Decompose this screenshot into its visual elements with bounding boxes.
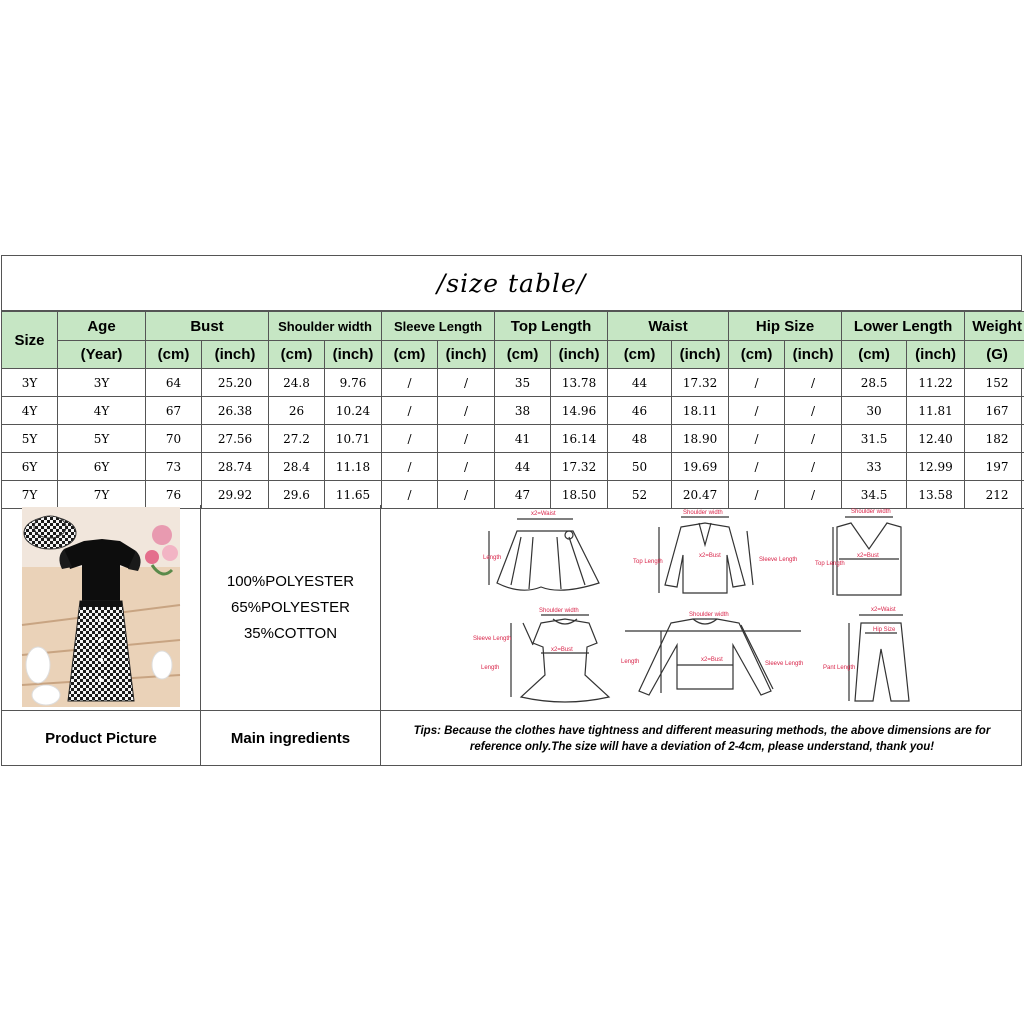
cell-bust-inch: 28.74 (202, 453, 269, 481)
table-row (2, 397, 1024, 425)
cell-waist-inch: 20.47 (672, 481, 729, 509)
ingredients-cell (201, 505, 381, 710)
cell-waist-cm: 44 (608, 369, 672, 397)
header-sleeve-length: Sleeve Length (382, 312, 495, 341)
header-row-units (2, 341, 1024, 369)
unit-inch: (inch) (907, 341, 965, 369)
cell-sleeve-cm: / (382, 481, 438, 509)
label-sleeve-length: Sleeve Length (473, 636, 512, 642)
table-row (2, 453, 1024, 481)
label-shoulder-width: Shoulder width (683, 510, 723, 516)
skirt-diagram (489, 519, 599, 590)
label-x2-waist: x2=Waist (531, 511, 556, 517)
unit-inch: (inch) (438, 341, 495, 369)
label-sleeve-length: Sleeve Length (759, 557, 798, 563)
label-length: Length (483, 555, 502, 561)
cell-lower-length-cm: 33 (842, 453, 907, 481)
cell-waist-inch: 18.90 (672, 425, 729, 453)
measurement-diagrams-cell (381, 505, 1023, 710)
cell-bust-inch: 25.20 (202, 369, 269, 397)
cell-hip-inch: / (785, 425, 842, 453)
unit-year: (Year) (58, 341, 146, 369)
cell-hip-cm: / (729, 481, 785, 509)
cell-sleeve-cm: / (382, 453, 438, 481)
cell-sleeve-inch: / (438, 397, 495, 425)
cell-hip-inch: / (785, 397, 842, 425)
cell-bust-inch: 26.38 (202, 397, 269, 425)
cell-bust-cm: 76 (146, 481, 202, 509)
unit-inch: (inch) (672, 341, 729, 369)
label-x2-bust: x2=Bust (699, 553, 721, 559)
measurement-diagrams (381, 505, 1023, 710)
cell-bust-inch: 27.56 (202, 425, 269, 453)
cell-sleeve-inch: / (438, 453, 495, 481)
header-shoulder-width: Shoulder width (269, 312, 382, 341)
header-lower-length: Lower Length (842, 312, 965, 341)
label-x2-waist: x2=Waist (871, 607, 896, 613)
cell-weight: 197 (965, 453, 1024, 481)
unit-gram: (G) (965, 341, 1024, 369)
dress-diagram (511, 615, 609, 702)
unit-cm: (cm) (729, 341, 785, 369)
header-age: Age (58, 312, 146, 341)
cell-waist-cm: 46 (608, 397, 672, 425)
cell-hip-cm: / (729, 453, 785, 481)
label-top-length: Top Length (633, 559, 663, 565)
header-top-length: Top Length (495, 312, 608, 341)
cell-shoulder-cm: 28.4 (269, 453, 325, 481)
cell-shoulder-cm: 26 (269, 397, 325, 425)
cell-size: 5Y (2, 425, 58, 453)
cell-sleeve-inch: / (438, 425, 495, 453)
cell-age: 5Y (58, 425, 146, 453)
label-x2-bust: x2=Bust (857, 553, 879, 559)
cell-shoulder-inch: 9.76 (325, 369, 382, 397)
cell-size: 7Y (2, 481, 58, 509)
cell-lower-length-cm: 31.5 (842, 425, 907, 453)
ingredient-line: 35%COTTON (243, 624, 338, 642)
header-bust: Bust (146, 312, 269, 341)
info-section (2, 505, 1021, 765)
unit-cm: (cm) (495, 341, 551, 369)
cell-hip-inch: / (785, 481, 842, 509)
cell-shoulder-inch: 11.65 (325, 481, 382, 509)
ingredient-line: 65%POLYESTER (231, 598, 350, 616)
cell-age: 7Y (58, 481, 146, 509)
cell-hip-inch: / (785, 369, 842, 397)
cell-waist-inch: 17.32 (672, 369, 729, 397)
cell-waist-cm: 48 (608, 425, 672, 453)
cell-weight: 152 (965, 369, 1024, 397)
unit-cm: (cm) (269, 341, 325, 369)
cell-waist-cm: 50 (608, 453, 672, 481)
cell-bust-inch: 29.92 (202, 481, 269, 509)
cell-top-length-inch: 14.96 (551, 397, 608, 425)
product-picture-label: Product Picture (2, 711, 201, 766)
unit-inch: (inch) (785, 341, 842, 369)
cell-shoulder-cm: 27.2 (269, 425, 325, 453)
unit-cm: (cm) (146, 341, 202, 369)
cell-lower-length-inch: 13.58 (907, 481, 965, 509)
cell-waist-inch: 19.69 (672, 453, 729, 481)
cell-hip-cm: / (729, 369, 785, 397)
cell-sleeve-inch: / (438, 481, 495, 509)
cell-lower-length-cm: 34.5 (842, 481, 907, 509)
cell-top-length-inch: 17.32 (551, 453, 608, 481)
cell-age: 6Y (58, 453, 146, 481)
unit-cm: (cm) (382, 341, 438, 369)
label-length: Length (621, 659, 640, 665)
unit-inch: (inch) (325, 341, 382, 369)
cell-top-length-inch: 13.78 (551, 369, 608, 397)
cell-sleeve-cm: / (382, 369, 438, 397)
section-labels-row (2, 710, 1021, 766)
cell-weight: 182 (965, 425, 1024, 453)
cell-lower-length-cm: 28.5 (842, 369, 907, 397)
cell-size: 4Y (2, 397, 58, 425)
cell-top-length-inch: 18.50 (551, 481, 608, 509)
cell-weight: 212 (965, 481, 1024, 509)
cell-shoulder-cm: 29.6 (269, 481, 325, 509)
tips-text: Tips: Because the clothes have tightness and different measuring methods, the above dimensions are for reference only.The size will have a deviation of 2-4cm, please understand, thank you! (413, 724, 991, 753)
cell-bust-cm: 64 (146, 369, 202, 397)
cell-bust-cm: 67 (146, 397, 202, 425)
cell-top-length-cm: 41 (495, 425, 551, 453)
cell-waist-inch: 18.11 (672, 397, 729, 425)
cell-shoulder-inch: 10.24 (325, 397, 382, 425)
main-ingredients-label: Main ingredients (201, 711, 381, 766)
size-table (1, 311, 1024, 509)
label-shoulder-width: Shoulder width (539, 608, 579, 614)
cell-top-length-cm: 35 (495, 369, 551, 397)
cell-shoulder-inch: 11.18 (325, 453, 382, 481)
cell-hip-inch: / (785, 453, 842, 481)
unit-cm: (cm) (608, 341, 672, 369)
cell-sleeve-cm: / (382, 397, 438, 425)
cell-lower-length-inch: 12.99 (907, 453, 965, 481)
cell-top-length-cm: 38 (495, 397, 551, 425)
cell-lower-length-inch: 12.40 (907, 425, 965, 453)
table-row (2, 425, 1024, 453)
cell-lower-length-inch: 11.81 (907, 397, 965, 425)
unit-inch: (inch) (551, 341, 608, 369)
label-top-length: Top Length (815, 561, 845, 567)
cell-age: 3Y (58, 369, 146, 397)
cell-shoulder-inch: 10.71 (325, 425, 382, 453)
title-row (2, 256, 1021, 311)
cell-bust-cm: 73 (146, 453, 202, 481)
product-photo (2, 505, 200, 710)
table-row (2, 369, 1024, 397)
label-sleeve-length: Sleeve Length (765, 661, 804, 667)
header-row-labels (2, 312, 1024, 341)
cell-size: 6Y (2, 453, 58, 481)
cell-hip-cm: / (729, 397, 785, 425)
cell-top-length-cm: 47 (495, 481, 551, 509)
unit-inch: (inch) (202, 341, 269, 369)
header-waist: Waist (608, 312, 729, 341)
cell-hip-cm: / (729, 425, 785, 453)
cell-bust-cm: 70 (146, 425, 202, 453)
size-chart-sheet (1, 255, 1022, 766)
cell-top-length-cm: 44 (495, 453, 551, 481)
label-shoulder-width: Shoulder width (851, 509, 891, 515)
cell-top-length-inch: 16.14 (551, 425, 608, 453)
header-size: Size (2, 312, 58, 369)
label-length: Length (481, 665, 500, 671)
cell-size: 3Y (2, 369, 58, 397)
cell-weight: 167 (965, 397, 1024, 425)
cell-age: 4Y (58, 397, 146, 425)
label-x2-bust: x2=Bust (701, 657, 723, 663)
ingredient-line: 100%POLYESTER (226, 572, 355, 590)
cell-waist-cm: 52 (608, 481, 672, 509)
cell-lower-length-inch: 11.22 (907, 369, 965, 397)
label-pant-length: Pant Length (823, 665, 856, 671)
cell-lower-length-cm: 30 (842, 397, 907, 425)
cell-shoulder-cm: 24.8 (269, 369, 325, 397)
unit-cm: (cm) (842, 341, 907, 369)
label-x2-bust: x2=Bust (551, 647, 573, 653)
label-shoulder-width: Shoulder width (689, 612, 729, 618)
header-hip-size: Hip Size (729, 312, 842, 341)
product-picture-cell (2, 505, 201, 710)
cell-sleeve-cm: / (382, 425, 438, 453)
label-hip-size: Hip Size (873, 627, 896, 633)
header-weight: Weight (965, 312, 1024, 341)
cell-sleeve-inch: / (438, 369, 495, 397)
size-table-title: /size table/ (436, 268, 587, 298)
